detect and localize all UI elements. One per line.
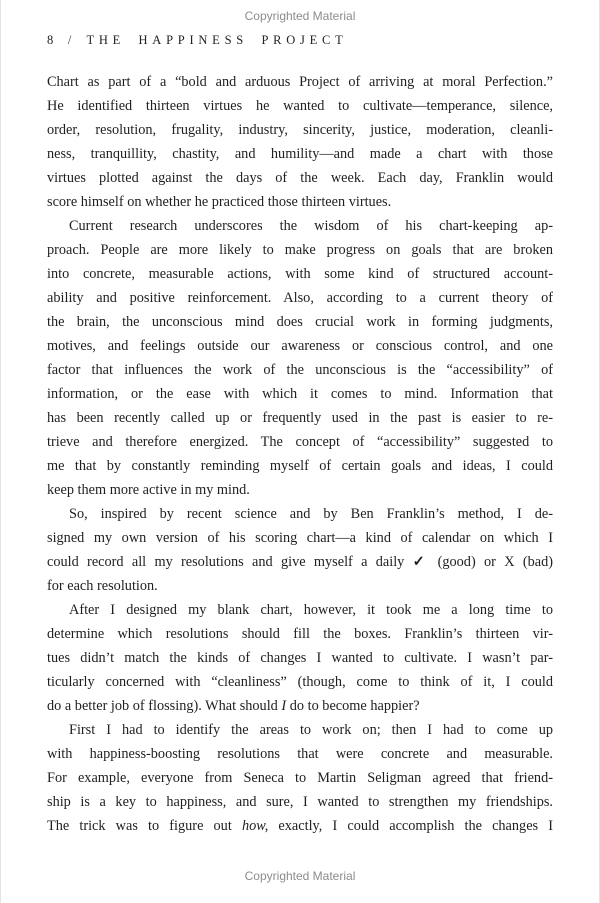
text-line: ticularly concerned with “cleanliness” (though, come to think of it, I could (47, 674, 553, 690)
text-line: could record all my resolutions and give myself a daily ✓ (good) or X (bad) (47, 554, 553, 570)
text-line: information, or the ease with which it comes to mind. Information that (47, 386, 553, 402)
text-line: proach. People are more likely to make progress on goals that are broken (47, 242, 553, 258)
text-line: Chart as part of a “bold and arduous Project of arriving at moral Perfection.” (47, 74, 553, 90)
text-line: me that by constantly reminding myself of certain goals and ideas, I could (47, 458, 553, 474)
paragraph (47, 214, 553, 502)
text-line: For example, everyone from Seneca to Martin Seligman agreed that friend- (47, 770, 553, 786)
paragraph (47, 70, 553, 214)
text-line: determine which resolutions should fill the boxes. Franklin’s thirteen vir- (47, 626, 553, 642)
text-line: for each resolution. (47, 578, 158, 594)
running-head (47, 33, 348, 48)
text-line: has been recently called up or frequently used in the past is easier to re- (47, 410, 553, 426)
text-line: So, inspired by recent science and by Ben Franklin’s method, I de- (69, 506, 553, 522)
header-separator: / (67, 33, 72, 47)
text-line: He identified thirteen virtues he wanted to cultivate—temperance, silence, (47, 98, 553, 114)
text-line: ness, tranquillity, chastity, and humility—and made a chart with those (47, 146, 553, 162)
text-line: do a better job of flossing). What should I do to become happier? (47, 698, 420, 714)
page-body (47, 70, 553, 838)
paragraph (47, 718, 553, 838)
copyright-notice-bottom: Copyrighted Material (244, 869, 356, 883)
text-line: virtues plotted against the days of the week. Each day, Franklin would (47, 170, 553, 186)
text-line: The trick was to figure out how, exactly, I could accomplish the changes I (47, 818, 553, 834)
text-line: keep them more active in my mind. (47, 482, 250, 498)
text-line: tues didn’t match the kinds of changes I wanted to cultivate. I wasn’t par- (47, 650, 553, 666)
text-line: Current research underscores the wisdom of his chart-keeping ap- (69, 218, 553, 234)
book-title: THE HAPPINESS PROJECT (86, 33, 348, 47)
text-line: score himself on whether he practiced those thirteen virtues. (47, 194, 392, 210)
text-line: trieve and therefore energized. The concept of “accessibility” suggested to (47, 434, 553, 450)
text-line: with happiness-boosting resolutions that were concrete and measurable. (47, 746, 553, 762)
text-line: order, resolution, frugality, industry, sincerity, justice, moderation, cleanli- (47, 122, 553, 138)
text-line: After I designed my blank chart, however, it took me a long time to (69, 602, 553, 618)
text-line: signed my own version of his scoring chart—a kind of calendar on which I (47, 530, 553, 546)
text-line: ability and positive reinforcement. Also, according to a current theory of (47, 290, 553, 306)
text-line: into concrete, measurable actions, with some kind of structured account- (47, 266, 553, 282)
text-line: factor that influences the work of the unconscious is the “accessibility” of (47, 362, 553, 378)
text-line: ship is a key to happiness, and sure, I wanted to strengthen my friendships. (47, 794, 553, 810)
paragraph (47, 598, 553, 718)
text-line: First I had to identify the areas to work on; then I had to come up (69, 722, 553, 738)
text-line: motives, and feelings outside our awareness or conscious control, and one (47, 338, 553, 354)
copyright-notice-top: Copyrighted Material (244, 9, 356, 23)
page-number: 8 (47, 33, 55, 47)
paragraph (47, 502, 553, 598)
text-line: the brain, the unconscious mind does crucial work in forming judgments, (47, 314, 553, 330)
